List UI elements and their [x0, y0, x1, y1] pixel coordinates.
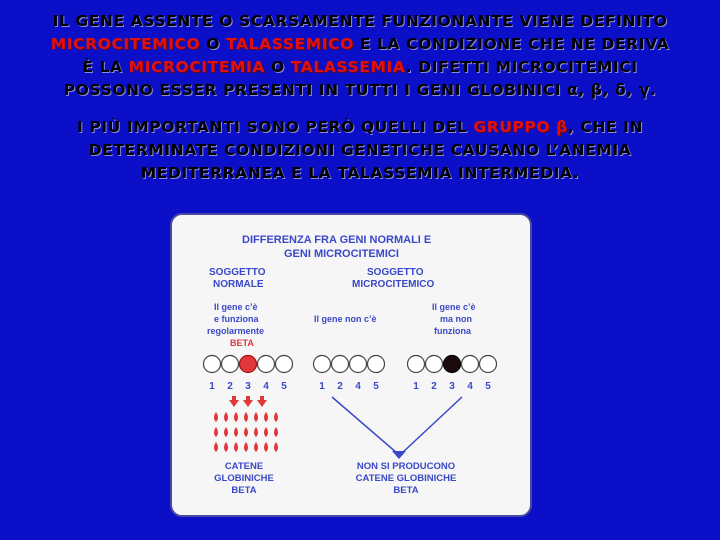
gene-nonfunc-line-3: funziona	[434, 326, 471, 336]
drop-icon	[224, 427, 228, 437]
gene-number: 3	[245, 381, 251, 392]
result-normal-line-1: CATENE	[224, 461, 264, 472]
drop-icon	[244, 412, 248, 422]
drop-icon	[264, 442, 268, 452]
drop-icon	[274, 442, 278, 452]
down-arrow-icon	[257, 396, 267, 407]
result-normal-line-2: GLOBINICHE	[214, 473, 274, 484]
gene-circle	[480, 356, 497, 373]
p1-line-2-o: O	[200, 35, 227, 53]
p2-line-1-rest: , CHE IN	[567, 118, 644, 136]
gene-functions-line-1: Il gene c’è	[214, 302, 258, 312]
p1-line-3-rest: . DIFETTI MICROCITEMICI	[405, 58, 638, 76]
drop-icon	[214, 427, 218, 437]
p2-line-3: MEDITERRANEA E LA TALASSEMIA INTERMEDIA.	[140, 164, 580, 182]
drop-icon	[244, 427, 248, 437]
drop-icon	[254, 442, 258, 452]
term-talassemia: TALASSEMIA	[290, 58, 406, 76]
gene-number: 1	[209, 381, 215, 392]
absent-gene-numbers	[319, 381, 379, 392]
result-normal-line-3: BETA	[231, 485, 257, 496]
micro-subject-label-1: SOGGETTO	[367, 267, 424, 278]
drop-icon	[234, 427, 238, 437]
normal-gene-numbers	[209, 381, 287, 392]
gene-nonfunc-line-1: Il gene c’è	[432, 302, 476, 312]
gene-circle	[462, 356, 479, 373]
p1-line-3-start: È LA	[82, 58, 129, 76]
gene-circle	[222, 356, 239, 373]
p1-line-3-o: O	[265, 58, 291, 76]
nonfunctional-gene-numbers	[413, 381, 491, 392]
gene-absent-caption: Il gene non c’è	[314, 314, 377, 324]
diagram-title-2: GENI MICROCITEMICI	[284, 248, 399, 260]
term-talassemico: TALASSEMICO	[226, 35, 354, 53]
gene-circle	[368, 356, 385, 373]
gene-number: 5	[373, 381, 379, 392]
drop-icon	[234, 442, 238, 452]
p1-line-3	[0, 58, 720, 76]
p2-line-1-start: I PIÙ IMPORTANTI SONO PERÒ QUELLI DEL	[76, 118, 474, 136]
gene-number: 4	[263, 381, 269, 392]
drop-icon	[274, 427, 278, 437]
beta-chain-drops	[214, 412, 278, 452]
drop-icon	[224, 442, 228, 452]
gene-circle	[314, 356, 331, 373]
drop-icon	[214, 412, 218, 422]
beta-gene-circle	[240, 356, 257, 373]
gene-functions-beta: BETA	[230, 338, 254, 348]
term-microcitemia: MICROCITEMIA	[128, 58, 266, 76]
diagram-title-1: DIFFERENZA FRA GENI NORMALI E	[242, 234, 432, 246]
p1-line-2-rest: E LA CONDIZIONE CHE NE DERIVA	[353, 35, 670, 53]
gene-number: 3	[449, 381, 455, 392]
gene-number: 1	[413, 381, 419, 392]
gene-functions-line-3: regolarmente	[207, 326, 265, 336]
p1-line-2	[0, 35, 720, 53]
term-microcitemico: MICROCITEMICO	[50, 35, 201, 53]
defective-gene-circle	[444, 356, 461, 373]
p2-line-2: DETERMINATE CONDIZIONI GENETICHE CAUSANO L’ANEMIA	[88, 141, 632, 159]
gene-diagram	[172, 215, 530, 515]
gene-functions-line-2: e funziona	[214, 314, 259, 324]
p1-line-1: IL GENE ASSENTE O SCARSAMENTE FUNZIONANTE VIENE DEFINITO	[52, 12, 668, 30]
normal-gene-row	[204, 356, 293, 373]
absent-gene-row	[314, 356, 385, 373]
drop-icon	[254, 412, 258, 422]
gene-number: 4	[467, 381, 473, 392]
normal-subject-label-2: NORMALE	[213, 279, 264, 290]
normal-subject-label-1: SOGGETTO	[209, 267, 266, 278]
gene-circle	[204, 356, 221, 373]
result-micro-line-1: NON SI PRODUCONO	[356, 461, 456, 472]
gene-circle	[426, 356, 443, 373]
gene-circle	[350, 356, 367, 373]
drop-icon	[274, 412, 278, 422]
p2-line-1	[0, 118, 720, 136]
gene-number: 2	[337, 381, 343, 392]
drop-icon	[264, 427, 268, 437]
drop-icon	[224, 412, 228, 422]
result-micro-line-2: CATENE GLOBINICHE	[355, 473, 457, 484]
drop-icon	[254, 427, 258, 437]
arrow-head-icon	[392, 451, 406, 459]
nonfunctional-gene-row	[408, 356, 497, 373]
gene-diagram-panel	[170, 213, 532, 517]
converging-arrows	[332, 397, 462, 453]
term-gruppo-beta: GRUPPO β	[473, 118, 568, 136]
result-micro-line-3: BETA	[393, 485, 419, 496]
gene-circle	[332, 356, 349, 373]
gene-circle	[408, 356, 425, 373]
gene-nonfunc-line-2: ma non	[440, 314, 473, 324]
arrow-line-right	[402, 397, 462, 453]
gene-number: 2	[227, 381, 233, 392]
micro-subject-label-2: MICROCITEMICO	[352, 279, 435, 290]
drop-icon	[214, 442, 218, 452]
arrow-line-left	[332, 397, 397, 453]
gene-number: 5	[281, 381, 287, 392]
drop-icon	[234, 412, 238, 422]
gene-number: 1	[319, 381, 325, 392]
gene-number: 2	[431, 381, 437, 392]
drop-icon	[244, 442, 248, 452]
gene-number: 5	[485, 381, 491, 392]
p1-line-4: POSSONO ESSER PRESENTI IN TUTTI I GENI GLOBINICI α, β, δ, γ.	[63, 81, 657, 99]
gene-circle	[258, 356, 275, 373]
down-arrow-icon	[229, 396, 239, 407]
down-arrow-icon	[243, 396, 253, 407]
gene-circle	[276, 356, 293, 373]
beta-production-arrows	[229, 396, 267, 407]
gene-number: 4	[355, 381, 361, 392]
drop-icon	[264, 412, 268, 422]
